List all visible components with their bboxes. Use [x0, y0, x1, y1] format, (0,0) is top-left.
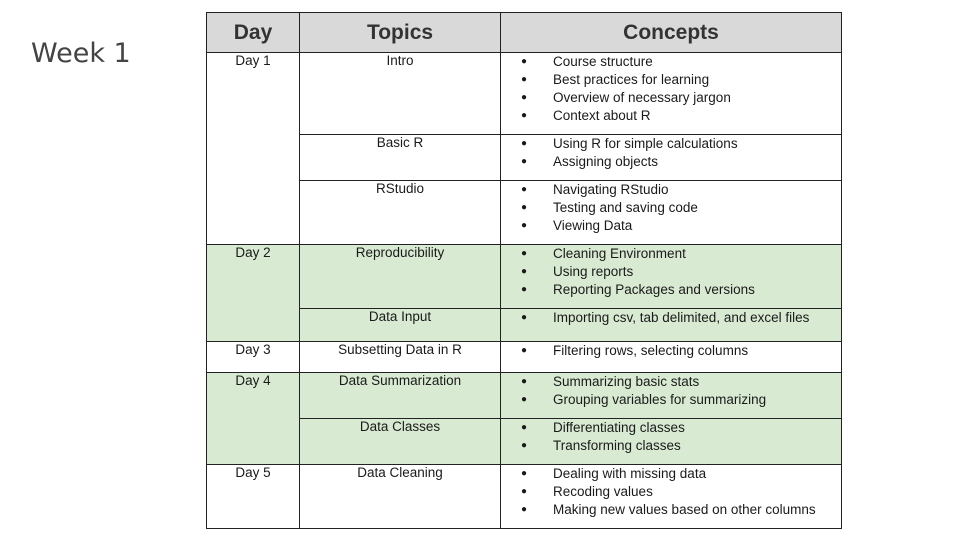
concepts-cell	[501, 135, 842, 181]
concept-item: ● Grouping variables for summarizing	[521, 392, 767, 407]
concept-item: ● Importing csv, tab delimited, and excel files	[521, 310, 810, 325]
schedule-table	[206, 12, 842, 529]
concept-item: ● Using reports	[521, 264, 634, 279]
bullet-icon: ●	[521, 266, 528, 277]
concept-item: ● Navigating RStudio	[521, 182, 669, 197]
bullet-icon: ●	[521, 202, 528, 213]
header-day: Day	[207, 13, 300, 53]
bullet-icon: ●	[521, 92, 528, 103]
topic-cell: Data Classes	[300, 419, 501, 465]
table-row	[207, 135, 842, 181]
day-cell: Day 3	[207, 342, 300, 373]
bullet-icon: ●	[521, 138, 528, 149]
table-row	[207, 53, 842, 135]
concept-item: ● Overview of necessary jargon	[521, 90, 731, 105]
concept-item: ● Making new values based on other columns	[521, 502, 816, 517]
bullet-icon: ●	[521, 422, 528, 433]
bullet-icon: ●	[521, 56, 528, 67]
table-row	[207, 309, 842, 342]
concept-item: ● Testing and saving code	[521, 200, 698, 215]
topic-cell: Data Cleaning	[300, 465, 501, 529]
table-row	[207, 373, 842, 419]
bullet-icon: ●	[521, 110, 528, 121]
concept-item: ● Using R for simple calculations	[521, 136, 738, 151]
concept-item: ● Differentiating classes	[521, 420, 685, 435]
topic-cell: Basic R	[300, 135, 501, 181]
bullet-icon: ●	[521, 156, 528, 167]
header-topics: Topics	[300, 13, 501, 53]
topic-cell: Subsetting Data in R	[300, 342, 501, 373]
bullet-icon: ●	[521, 345, 528, 356]
topic-cell: Data Summarization	[300, 373, 501, 419]
bullet-icon: ●	[521, 248, 528, 259]
bullet-icon: ●	[521, 74, 528, 85]
slide-title: Week 1	[31, 38, 131, 69]
concept-item: ● Reporting Packages and versions	[521, 282, 755, 297]
concepts-cell	[501, 373, 842, 419]
concept-item: ● Dealing with missing data	[521, 466, 707, 481]
bullet-icon: ●	[521, 220, 528, 231]
concepts-cell	[501, 53, 842, 135]
concept-item: ● Summarizing basic stats	[521, 374, 700, 389]
bullet-icon: ●	[521, 184, 528, 195]
day-cell: Day 5	[207, 465, 300, 529]
concepts-cell	[501, 465, 842, 529]
header-row	[207, 13, 842, 53]
concept-item: ● Context about R	[521, 108, 651, 123]
concepts-cell	[501, 181, 842, 245]
concepts-cell	[501, 342, 842, 373]
concepts-cell	[501, 309, 842, 342]
concepts-cell	[501, 419, 842, 465]
concept-item: ● Course structure	[521, 54, 653, 69]
topic-cell: Intro	[300, 53, 501, 135]
day-cell: Day 1	[207, 53, 300, 245]
day-cell: Day 2	[207, 245, 300, 342]
concept-item: ● Assigning objects	[521, 154, 659, 169]
bullet-icon: ●	[521, 504, 528, 515]
topic-cell: Data Input	[300, 309, 501, 342]
bullet-icon: ●	[521, 440, 528, 451]
header-concepts: Concepts	[501, 13, 842, 53]
bullet-icon: ●	[521, 468, 528, 479]
topic-cell: Reproducibility	[300, 245, 501, 309]
bullet-icon: ●	[521, 284, 528, 295]
table-row	[207, 181, 842, 245]
table-row	[207, 245, 842, 309]
table-row	[207, 342, 842, 373]
concepts-cell	[501, 245, 842, 309]
concept-item: ● Best practices for learning	[521, 72, 710, 87]
day-cell: Day 4	[207, 373, 300, 465]
bullet-icon: ●	[521, 376, 528, 387]
concept-item: ● Transforming classes	[521, 438, 681, 453]
bullet-icon: ●	[521, 486, 528, 497]
concept-item: ● Filtering rows, selecting columns	[521, 343, 749, 358]
table-row	[207, 419, 842, 465]
concept-item: ● Viewing Data	[521, 218, 633, 233]
bullet-icon: ●	[521, 394, 528, 405]
bullet-icon: ●	[521, 312, 528, 323]
topic-cell: RStudio	[300, 181, 501, 245]
table-row	[207, 465, 842, 529]
concept-item: ● Recoding values	[521, 484, 653, 499]
concept-item: ● Cleaning Environment	[521, 246, 686, 261]
